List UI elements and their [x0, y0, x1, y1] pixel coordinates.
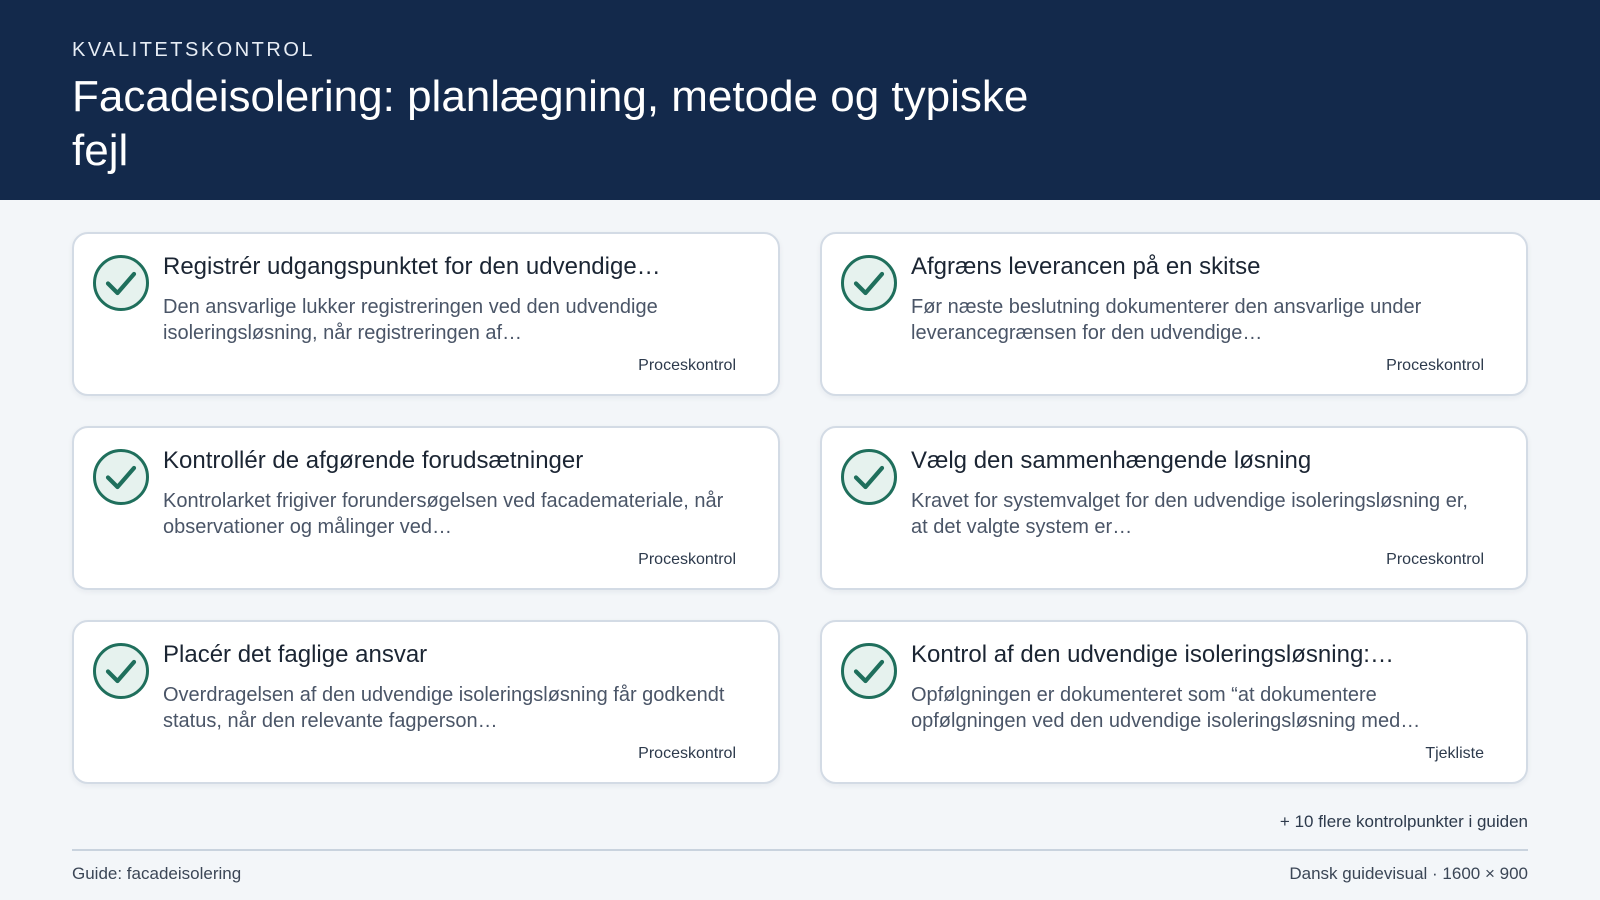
checkpoint-title: Vælg den sammenhængende løsning	[911, 447, 1312, 474]
checkpoint-tag: Proceskontrol	[638, 745, 736, 762]
checkpoint-grid	[72, 232, 1528, 784]
checkpoint-description: Opfølgningen er dokumenteret som “at dokumentere opfølgningen ved den udvendige isoleringsløsning med…	[911, 684, 1421, 732]
page-header	[0, 0, 1600, 200]
checkpoint-description: Kontrolarket frigiver forundersøgelsen ved facademateriale, når observationer og målinger ved…	[163, 490, 724, 538]
checkpoint-description: Før næste beslutning dokumenterer den ansvarlige under leverancegrænsen for den udvendige…	[911, 296, 1422, 344]
checkpoint-card[interactable]	[72, 426, 780, 590]
checkpoint-tag: Proceskontrol	[1386, 551, 1484, 568]
footer-meta-label: Dansk guidevisual · 1600 × 900	[1289, 864, 1528, 883]
checkpoint-card[interactable]	[820, 620, 1528, 784]
checkpoint-title: Placér det faglige ansvar	[163, 641, 428, 668]
checkpoint-description: Den ansvarlige lukker registreringen ved den udvendige isoleringsløsning, når registreringen af…	[163, 296, 658, 344]
page-title: Facadeisolering: planlægning, metode og typiske fejl	[72, 72, 1029, 175]
check-circle-icon	[92, 254, 150, 312]
checkpoint-tag: Proceskontrol	[638, 357, 736, 374]
checkpoint-card[interactable]	[820, 426, 1528, 590]
more-checkpoints-link[interactable]: + 10 flere kontrolpunkter i guiden	[1279, 812, 1528, 831]
checkpoint-description: Overdragelsen af den udvendige isoleringsløsning får godkendt status, når den relevante fagperson…	[163, 684, 725, 732]
checkpoint-title: Kontrol af den udvendige isoleringsløsning:…	[911, 641, 1394, 668]
checkpoint-description: Kravet for systemvalget for den udvendige isoleringsløsning er, at det valgte system er…	[911, 490, 1468, 538]
check-circle-icon	[840, 642, 898, 700]
check-circle-icon	[840, 254, 898, 312]
footer-divider	[72, 849, 1528, 851]
checkpoint-tag: Proceskontrol	[638, 551, 736, 568]
checkpoint-tag: Tjekliste	[1425, 745, 1484, 762]
checkpoint-tag: Proceskontrol	[1386, 357, 1484, 374]
eyebrow-label: KVALITETSKONTROL	[72, 39, 316, 61]
checkpoint-title: Registrér udgangspunktet for den udvendige…	[163, 253, 661, 280]
check-circle-icon	[840, 448, 898, 506]
checkpoint-card[interactable]	[820, 232, 1528, 396]
checkpoint-title: Afgræns leverancen på en skitse	[911, 253, 1261, 280]
checkpoint-card[interactable]	[72, 232, 780, 396]
checkpoint-card[interactable]	[72, 620, 780, 784]
checkpoint-title: Kontrollér de afgørende forudsætninger	[163, 447, 584, 474]
check-circle-icon	[92, 642, 150, 700]
footer-guide-label: Guide: facadeisolering	[72, 864, 242, 883]
check-circle-icon	[92, 448, 150, 506]
